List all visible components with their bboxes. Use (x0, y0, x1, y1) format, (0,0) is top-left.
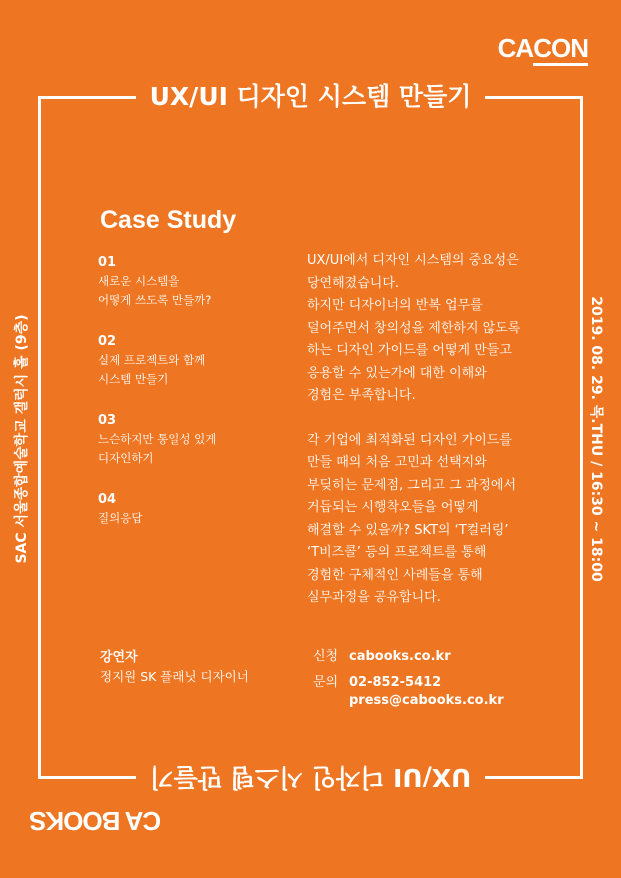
description-line: 경험한 구체적인 사례들을 통해 (307, 567, 483, 583)
description-line: 부딪히는 문제점, 그리고 그 과정에서 (307, 477, 517, 493)
description-line: ‘T비즈콜’ 등의 프로젝트를 통해 (307, 545, 487, 560)
description-line: 각 기업에 최적화된 디자인 가이드를 (307, 432, 512, 448)
item-number: 03 (98, 413, 117, 428)
title-bottom-mirrored (0, 760, 621, 794)
phone-number[interactable]: 02-852-5412 (349, 675, 442, 690)
case-study-heading: Case Study (100, 206, 237, 234)
item-number: 02 (98, 334, 117, 349)
datetime-vertical (585, 269, 607, 609)
cacon-logo-part-b: CON (533, 33, 588, 66)
description-line: 거듭되는 시행착오들을 어떻게 (307, 500, 479, 515)
paragraph-gap (307, 408, 557, 430)
description-line: 덜어주면서 창의성을 제한하지 않도록 (307, 320, 521, 336)
inquiry-label: 문의 (313, 675, 339, 690)
apply-url[interactable]: cabooks.co.kr (349, 649, 451, 664)
cacon-logo (498, 35, 588, 61)
description (307, 250, 557, 610)
frame-left-line (38, 96, 41, 779)
description-line: 실무과정을 공유합니다. (307, 590, 441, 605)
item-line: 느슨하지만 통일성 있게 (98, 432, 217, 446)
venue-text: SAC 서울종합예술학교 갤럭시 홀 (9층) (14, 304, 30, 573)
cacon-logo-part-a: CA (497, 33, 534, 63)
description-line: 당연해졌습니다. (307, 275, 400, 291)
frame-right-line (580, 96, 583, 779)
description-line: 하는 디자인 가이드를 어떻게 만들고 (307, 343, 512, 358)
description-line: 응용할 수 있는가에 대한 이해와 (307, 365, 487, 381)
apply-row (313, 648, 504, 666)
list-item (98, 254, 298, 333)
venue-vertical (11, 269, 33, 609)
description-line: 해결할 수 있을까? SKT의 ‘T컬러링’ (307, 522, 509, 538)
item-number: 04 (98, 492, 117, 507)
list-item (98, 412, 298, 491)
item-line: 질의응답 (98, 511, 143, 525)
case-study-list (98, 254, 298, 570)
speaker-block (100, 648, 249, 686)
speaker-name: 정지원 SK 플래닛 디자이너 (100, 669, 249, 684)
item-line: 새로운 시스템을 (98, 274, 180, 288)
item-line: 어떻게 쓰도록 만들까? (98, 293, 212, 307)
item-line: 실제 프로젝트와 함께 (98, 353, 206, 367)
cabooks-logo: CA BOOKS (30, 806, 162, 836)
speaker-label: 강연자 (100, 650, 138, 665)
inquiry-row (313, 674, 504, 710)
description-line: 만들 때의 처음 고민과 선택지와 (307, 455, 487, 470)
item-line: 시스템 만들기 (98, 372, 169, 386)
apply-label: 신청 (313, 649, 339, 664)
title-bottom-text: UX/UI 디자인 시스템 만들기 (136, 763, 486, 792)
item-number: 01 (98, 255, 117, 270)
list-item (98, 333, 298, 412)
description-line: 경험은 부족합니다. (307, 388, 416, 403)
description-line: UX/UI에서 디자인 시스템의 중요성은 (307, 253, 519, 268)
email-address[interactable]: press@cabooks.co.kr (349, 693, 504, 708)
title-top (0, 80, 621, 114)
description-line: 하지만 디자이너의 반복 업무를 (307, 298, 483, 313)
datetime-text: 2019. 08. 29. 목.THU / 16:30 ~ 18:00 (588, 286, 604, 591)
title-top-text: UX/UI 디자인 시스템 만들기 (136, 82, 486, 111)
contact-block (313, 648, 504, 710)
list-item (98, 491, 298, 570)
item-line: 디자인하기 (98, 451, 154, 465)
